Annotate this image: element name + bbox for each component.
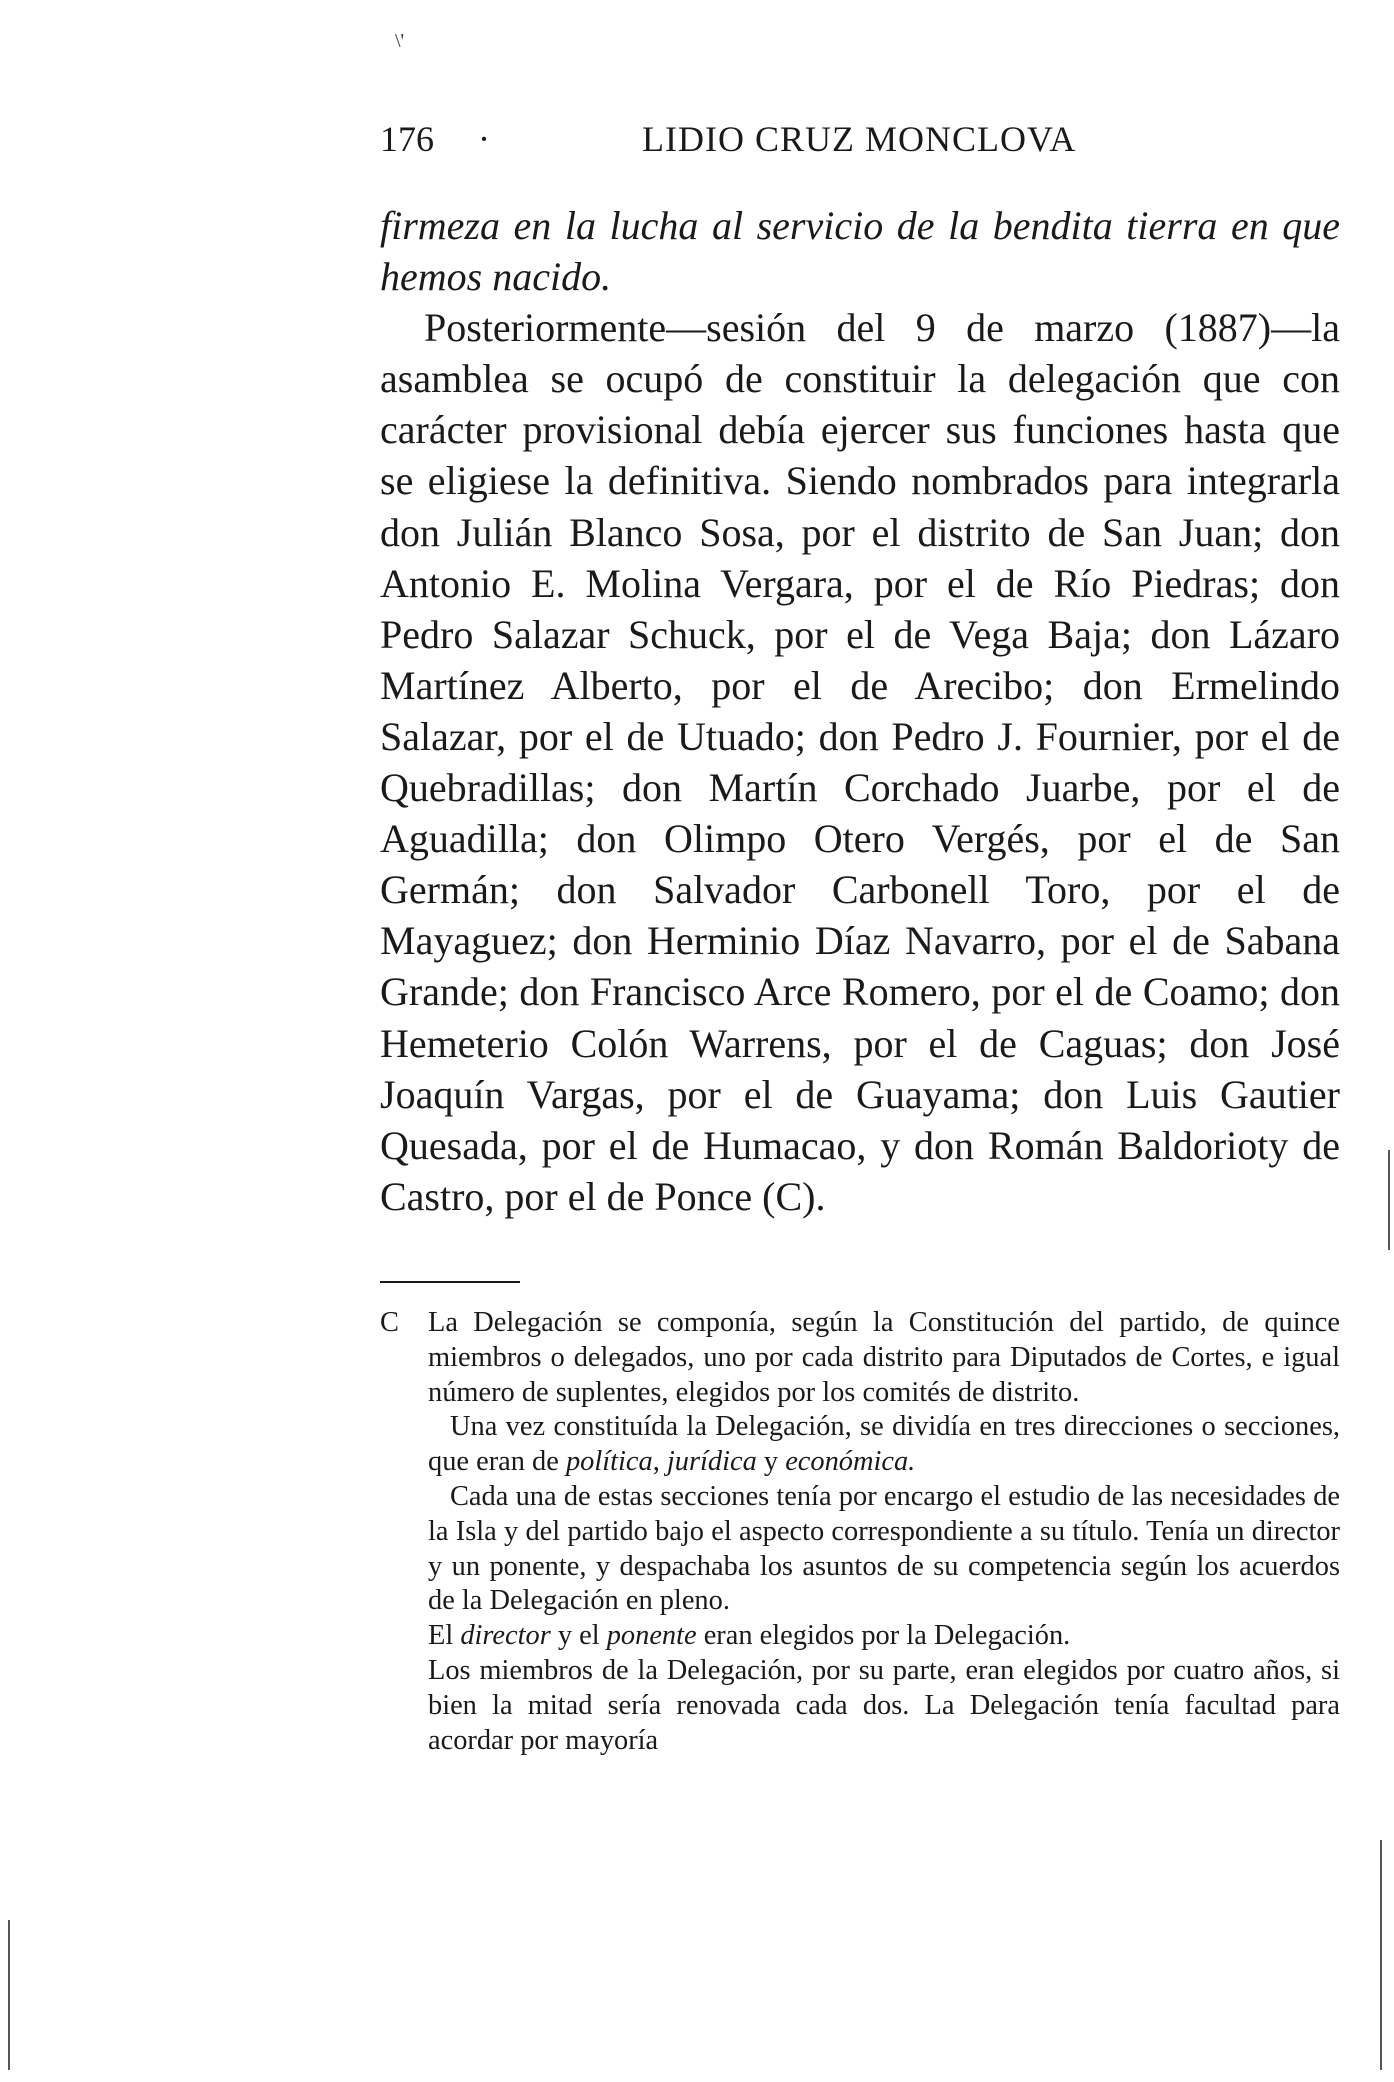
footnote-text: El [428,1620,461,1652]
footnote-italic: económica. [785,1446,916,1478]
footnote-text: y [756,1446,786,1478]
footnote-label: C [380,1307,399,1338]
footnote-text: Una vez constituída la Delegación, se dividía en tres direcciones o secciones, que eran de [428,1411,1340,1478]
footnote-paragraph [428,1410,1340,1480]
footnote-body [428,1306,1340,1758]
header-separator: · [478,119,490,159]
footnote-italic: director [460,1620,551,1652]
footnote-italic: jurídica [666,1446,757,1478]
paragraph-continuation [380,200,1340,302]
footnote-text: , [652,1446,667,1478]
footnote-text: y el [550,1620,607,1652]
main-text [380,200,1340,1222]
footnote-rule [380,1281,520,1283]
footnote-paragraph [428,1619,1340,1654]
page-number: 176 [380,119,434,159]
italic-text: firmeza en la lucha al servicio de la bendita tierra en que hemos nacido. [380,203,1340,300]
footnote-paragraph: Los miembros de la Delegación, por su parte, eran elegidos por cuatro años, si bien la mitad sería renovada cada dos. La Delegación tenía facultad para acordar por mayoría [428,1654,1340,1756]
scan-edge-line [1388,1150,1390,1250]
scan-edge-line [8,1920,10,2070]
scan-edge-line [1380,1840,1382,2070]
footnote-italic: ponente [606,1620,697,1652]
footnote-paragraph: Cada una de estas secciones tenía por encargo el estudio de las necesidades de la Isla y del partido bajo el aspecto correspondiente a su título. Tenía un director y un ponente, y despachaba los asuntos de su competencia según los acuerdos de la Delegación en pleno. [428,1480,1340,1617]
footnote-text: eran elegidos por la Delegación. [696,1620,1071,1652]
scan-mark: \' [395,30,405,52]
footnote [380,1306,1340,1758]
running-header [380,118,1340,168]
footnote-italic: política [565,1446,653,1478]
paragraph-delegation: Posteriormente—sesión del 9 de marzo (1887)—la asamblea se ocupó de constituir la delegación que con carácter provisional debía ejercer sus funciones hasta que se eligiese la definitiva. Siendo nombrados para integrarla don Julián Blanco Sosa, por el distrito de San Juan; don Antonio E. Molina Vergara, por el de Río Piedras; don Pedro Salazar Schuck, por el de Vega Baja; don Lázaro Martínez Alberto, por el de Arecibo; don Ermelindo Salazar, por el de Utuado; don Pedro J. Fournier, por el de Quebradillas; don Martín Corchado Juarbe, por el de Aguadilla; don Olimpo Otero Vergés, por el de San Germán; don Salvador Carbonell Toro, por el de Mayaguez; don Herminio Díaz Navarro, por el de Sabana Grande; don Francisco Arce Romero, por el de Coamo; don Hemeterio Colón Warrens, por el de Caguas; don José Joaquín Vargas, por el de Guayama; don Luis Gautier Quesada, por el de Humacao, y don Román Baldorioty de Castro, por el de Ponce (C). [380,305,1340,1219]
footnote-paragraph: La Delegación se componía, según la Constitución del partido, de quince miembros o delegados, uno por cada distrito para Diputados de Cortes, e igual número de suplentes, elegidos por los comités de distrito. [428,1307,1340,1408]
running-title: LIDIO CRUZ MONCLOVA [642,119,1077,159]
